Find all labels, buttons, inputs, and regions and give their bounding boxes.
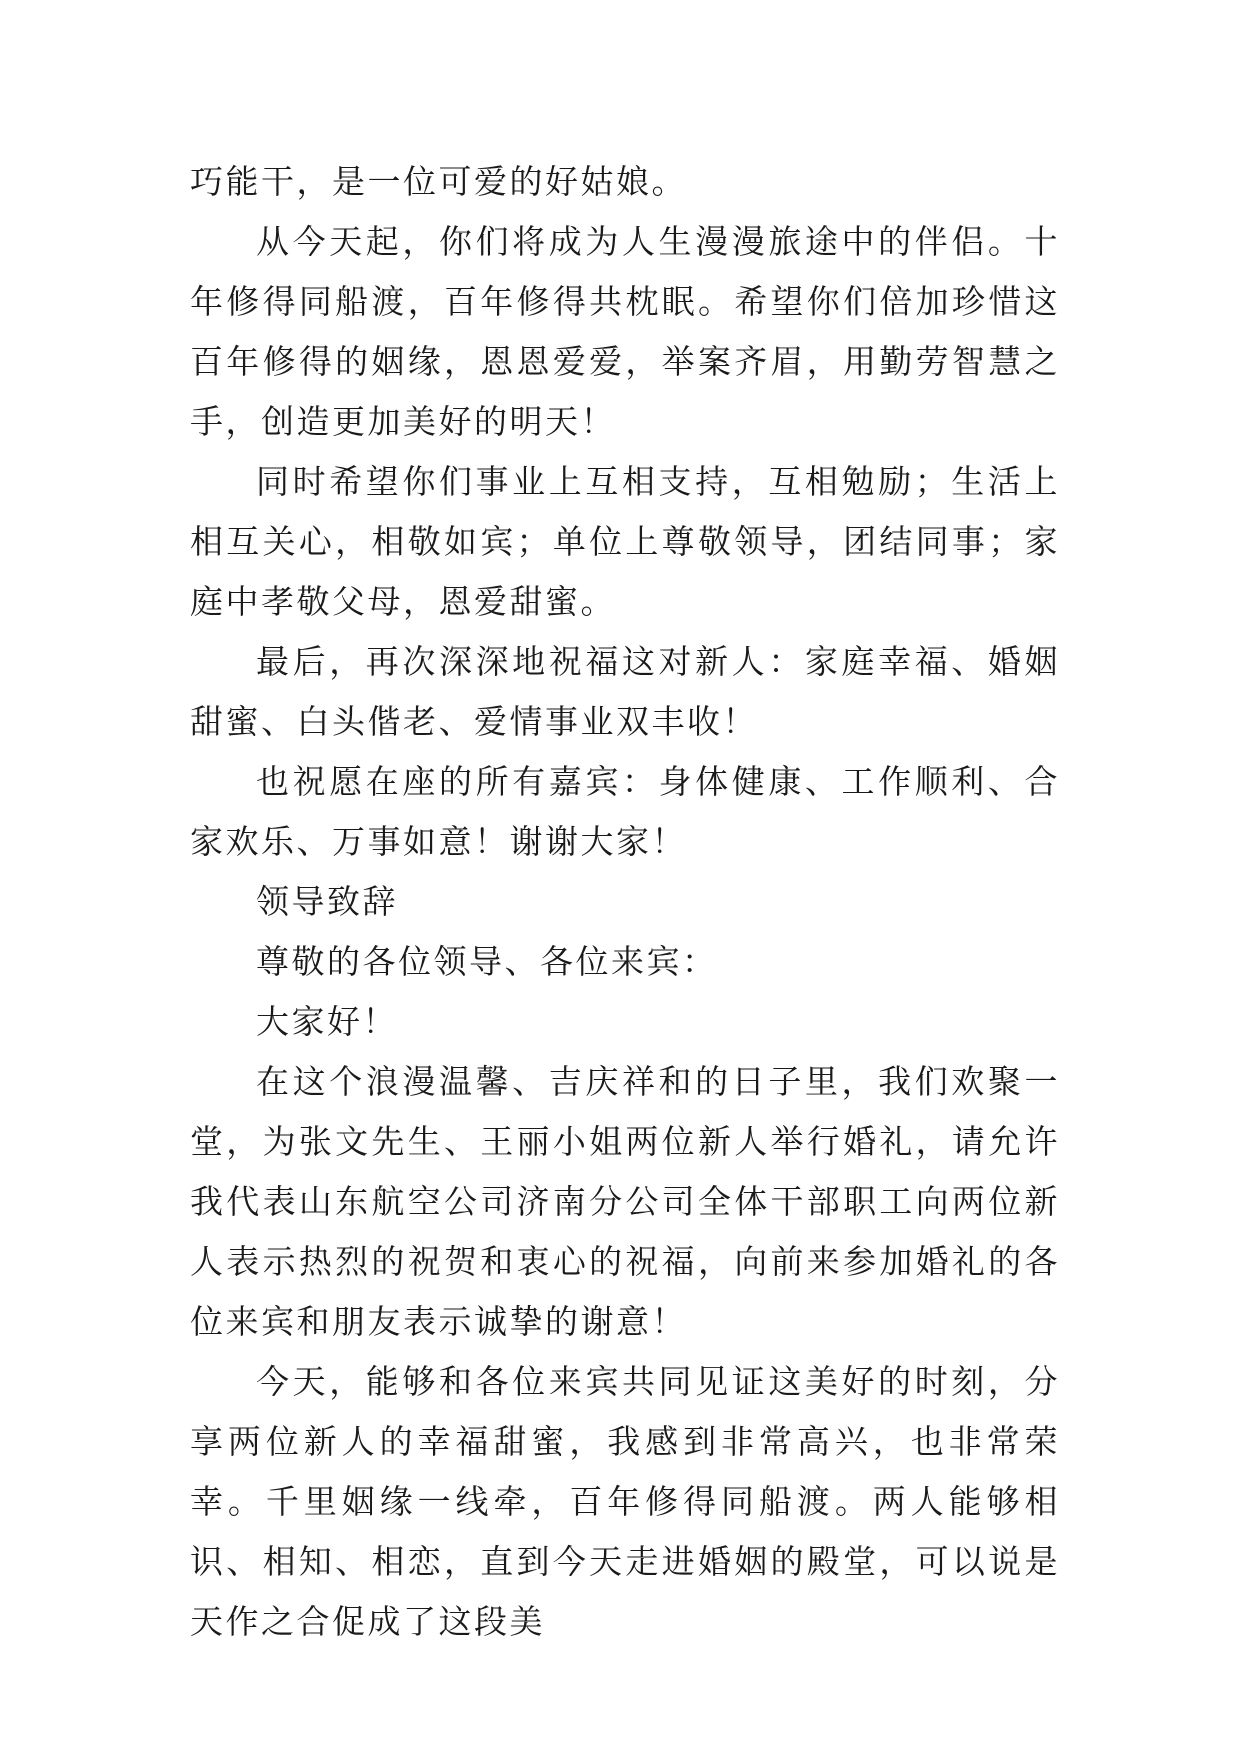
- document-body: [190, 152, 1060, 1652]
- paragraph-continuation: 巧能干，是一位可爱的好姑娘。: [190, 162, 687, 201]
- paragraph: 今天，能够和各位来宾共同见证这美好的时刻，分享两位新人的幸福甜蜜，我感到非常高兴，也非常荣幸。千里姻缘一线牵，百年修得同船渡。两人能够相识、相知、相恋，直到今天走进婚姻的殿堂，可以说是天作之合促成了这段美: [190, 1362, 1060, 1641]
- paragraph: 最后，再次深深地祝福这对新人：家庭幸福、婚姻甜蜜、白头偕老、爱情事业双丰收！: [190, 642, 1060, 741]
- salutation: 尊敬的各位领导、各位来宾：: [256, 942, 718, 981]
- paragraph: 在这个浪漫温馨、吉庆祥和的日子里，我们欢聚一堂，为张文先生、王丽小姐两位新人举行婚礼，请允许我代表山东航空公司济南分公司全体干部职工向两位新人表示热烈的祝贺和衷心的祝福，向前来参加婚礼的各位来宾和朋友表示诚挚的谢意！: [190, 1062, 1060, 1341]
- greeting: 大家好！: [256, 1002, 398, 1041]
- paragraph: 同时希望你们事业上互相支持，互相勉励；生活上相互关心，相敬如宾；单位上尊敬领导，团结同事；家庭中孝敬父母，恩爱甜蜜。: [190, 462, 1060, 621]
- paragraph: 也祝愿在座的所有嘉宾：身体健康、工作顺利、合家欢乐、万事如意！谢谢大家！: [190, 762, 1060, 861]
- paragraph: 从今天起，你们将成为人生漫漫旅途中的伴侣。十年修得同船渡，百年修得共枕眠。希望你们倍加珍惜这百年修得的姻缘，恩恩爱爱，举案齐眉，用勤劳智慧之手，创造更加美好的明天！: [190, 222, 1060, 441]
- section-heading: 领导致辞: [256, 882, 398, 921]
